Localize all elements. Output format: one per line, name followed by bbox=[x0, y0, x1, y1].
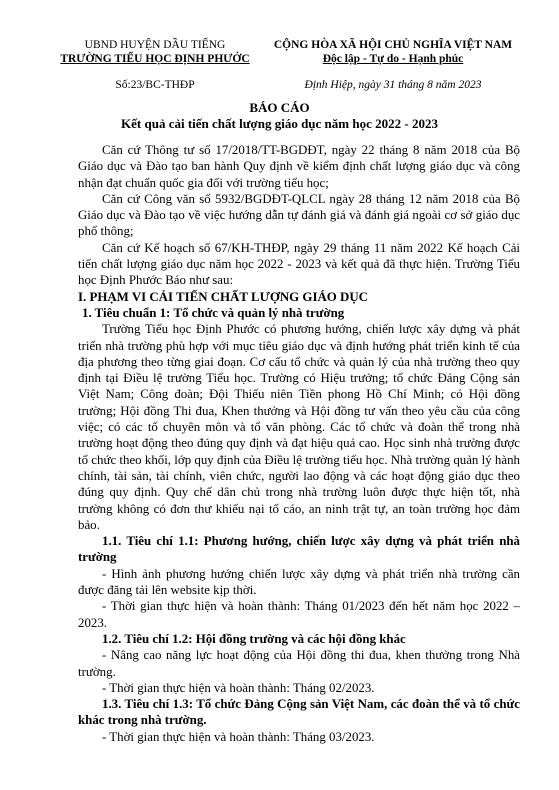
country-name: CỘNG HÒA XÃ HỘI CHỦ NGHĨA VIỆT NAM bbox=[273, 39, 513, 51]
school-name: TRƯỜNG TIỂU HỌC ĐỊNH PHƯỚC bbox=[60, 53, 250, 65]
legal-basis-2: Căn cứ Công văn số 5932/BGDĐT-QLCL ngày 28 tháng 12 năm 2018 của Bộ Giáo dục và Đào tạo về việc hướng dẫn tự đánh giá và đánh giá ngoài cơ sở giáo dục phổ thông; bbox=[78, 191, 520, 239]
section-heading-1: I. PHẠM VI CẢI TIẾN CHẤT LƯỢNG GIÁO DỤC bbox=[78, 289, 368, 304]
parent-authority: UBND HUYỆN DẦU TIẾNG bbox=[84, 39, 226, 51]
criterion-1-2-heading: 1.2. Tiêu chí 1.2: Hội đồng trường và các hội đồng khác bbox=[102, 631, 406, 646]
legal-basis-1: Căn cứ Thông tư số 17/2018/TT-BGDĐT, ngày 22 tháng 8 năm 2018 của Bộ Giáo dục và Đào tạo ban hành Quy định về kiểm định chất lượng giáo dục và công nhận đạt chuẩn quốc gia đối với trường tiểu học; bbox=[78, 143, 520, 190]
standard-1-heading: 1. Tiêu chuẩn 1: Tổ chức và quản lý nhà trường bbox=[82, 305, 345, 320]
national-motto: Độc lập - Tự do - Hạnh phúc bbox=[322, 53, 464, 65]
criterion-1-3-heading: 1.3. Tiêu chí 1.3: Tổ chức Đảng Cộng sản Việt Nam, các đoàn thể và tổ chức khác trong nhà trường. bbox=[78, 697, 520, 728]
legal-basis-3: Căn cứ Kế hoạch số 67/KH-THĐP, ngày 29 tháng 11 năm 2022 Kế hoạch Cải tiến chất lượng giáo dục năm học 2022 - 2023 và kết quả đã thực hiện. Trường Tiểu học Định Phước Báo như sau: bbox=[78, 240, 520, 288]
document-number: Số:23/BC-THĐP bbox=[115, 79, 195, 91]
criterion-1-1-item-1: - Hình ảnh phương hướng chiến lược xây dựng và phát triển nhà trường cần được đăng tải lên website kịp thời. bbox=[78, 566, 520, 598]
criterion-1-1-heading: 1.1. Tiêu chí 1.1: Phương hướng, chiến lược xây dựng và phát triển nhà trường bbox=[78, 534, 520, 565]
criterion-1-1-item-2: - Thời gian thực hiện và hoàn thành: Tháng 01/2023 đến hết năm học 2022 – 2023. bbox=[78, 599, 520, 630]
national-motto-block bbox=[258, 38, 528, 92]
document-subtitle: Kết quả cải tiến chất lượng giáo dục năm học 2022 - 2023 bbox=[121, 116, 438, 131]
standard-1-body: Trường Tiểu học Định Phước có phương hướng, chiến lược xây dựng và phát triển nhà trường phù hợp với mục tiêu giáo dục và định hướng phát triển kinh tế của địa phương theo từng giai đoạn. Cơ cấu tổ chức và quản lý của nhà trường theo quy định tại Điều lệ trường Tiểu học. Trường có Hiệu trưởng; tổ chức Đảng Cộng sản Việt Nam; Công đoàn; Đội Thiếu niên Tiền phong Hồ Chí Minh; có Hội đồng trường; Hội đồng Thi đua, Khen thưởng và Hội đồng tư vấn theo yêu cầu của công việc; có các tổ chuyên môn và tổ văn phòng. Các tổ chức và đoàn thể trong nhà trường hoạt động theo đúng quy định và đạt hiệu quả cao. Học sinh nhà trường được tổ chức theo khối, lớp quy định của Điều lệ trường tiểu học. Nhà trường quản lý hành chính, tài sản, tài chính, viên chức, người lao động và các hoạt động giáo dục theo đúng quy định. Quy chế dân chủ trong nhà trường luôn được thực hiện tốt, nhà trường không có đơn thư khiếu nại tố cáo, an ninh trật tự, an toàn trường học đảm bảo. bbox=[78, 322, 520, 532]
place-date: Định Hiệp, ngày 31 tháng 8 năm 2023 bbox=[304, 79, 482, 91]
document-title: BÁO CÁO bbox=[249, 100, 310, 115]
criterion-1-2-item-2: - Thời gian thực hiện và hoàn thành: Tháng 02/2023. bbox=[102, 680, 375, 695]
criterion-1-3-item-1: - Thời gian thực hiện và hoàn thành: Tháng 03/2023. bbox=[102, 729, 375, 744]
document-body bbox=[78, 142, 520, 745]
issuing-authority-block bbox=[50, 38, 260, 92]
criterion-1-2-item-1: - Nâng cao năng lực hoạt động của Hội đồng thi đua, khen thưởng trong Nhà trường. bbox=[78, 648, 520, 679]
